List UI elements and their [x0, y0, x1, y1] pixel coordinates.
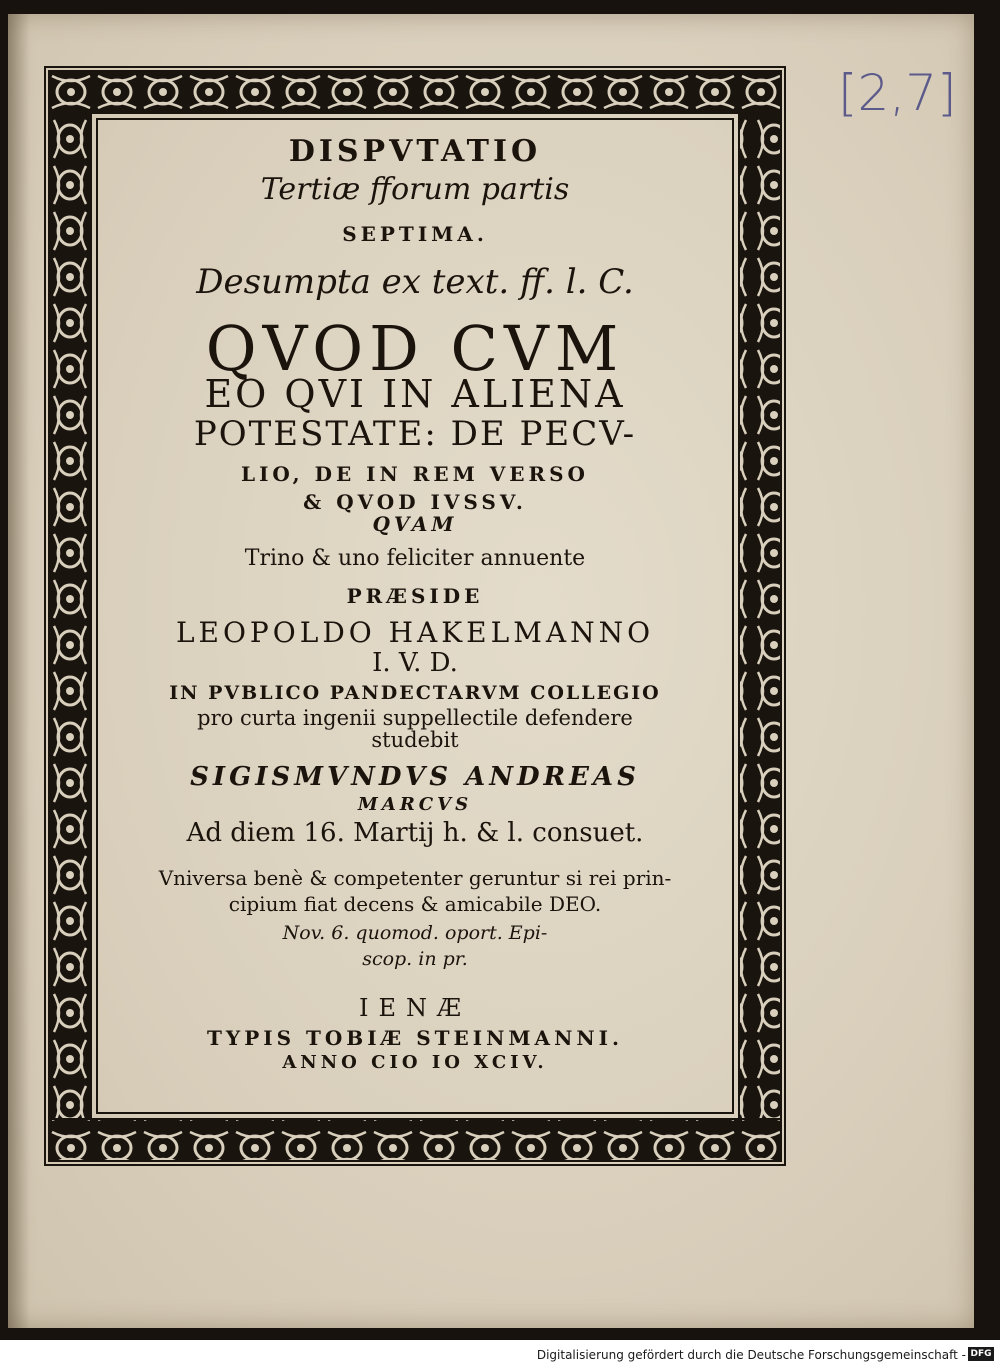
main-title-line-2: EO QVI IN ALIENA — [204, 372, 626, 416]
trino-line: Trino & uno feliciter annuente — [244, 546, 586, 571]
desumpta-line: Desumpta ex text. ff. l. C. — [196, 262, 634, 302]
motto-line-2: cipium fiat decens & amicabile DEO. — [228, 892, 602, 916]
praeses-name: LEOPOLDO HAKELMANNO — [175, 616, 655, 649]
main-title-line-3: POTESTATE: DE PECV- — [193, 414, 637, 454]
quam-line: QVAM — [372, 512, 458, 536]
imprint-place: IENÆ — [358, 994, 472, 1022]
collegio-line: IN PVBLICO PANDECTARVM COLLEGIO — [169, 682, 661, 704]
citation-line-1: Nov. 6. quomod. oport. Epi- — [282, 922, 548, 944]
studebit-line: studebit — [371, 728, 459, 752]
septima-line: SEPTIMA. — [342, 222, 488, 246]
main-title-line-1: QVOD CVM — [205, 312, 625, 385]
title-page-text — [100, 122, 730, 1110]
praeside-line: PRÆSIDE — [346, 584, 484, 608]
funding-notice: Digitalisierung gefördert durch die Deutsche Forschungsgemeinschaft - — [536, 1348, 966, 1362]
curta-line: pro curta ingenii suppellectile defendere — [197, 706, 633, 730]
imprint-year: ANNO CIO IO XCIV. — [282, 1052, 548, 1073]
shelfmark-annotation: [2,7] — [838, 64, 957, 122]
subtitle-line: Tertiæ fforum partis — [260, 172, 570, 207]
date-line: Ad diem 16. Martij h. & l. consuet. — [186, 818, 644, 848]
praeses-title: I. V. D. — [372, 648, 458, 678]
footer-bar — [0, 1340, 1000, 1370]
main-title-line-5: & QVOD IVSSV. — [303, 490, 527, 514]
main-title-line-4: LIO, DE IN REM VERSO — [241, 462, 589, 486]
disputatio-heading: DISPVTATIO — [288, 134, 542, 169]
dfg-logo: DFG — [968, 1347, 994, 1361]
respondent-name-2: MARCVS — [357, 794, 473, 815]
respondent-name: SIGISMVNDVS ANDREAS — [190, 762, 640, 792]
motto-line-1: Vniversa benè & competenter geruntur si rei prin- — [158, 866, 672, 890]
citation-line-2: scop. in pr. — [362, 948, 468, 970]
imprint-printer: TYPIS TOBIÆ STEINMANNI. — [207, 1026, 623, 1050]
